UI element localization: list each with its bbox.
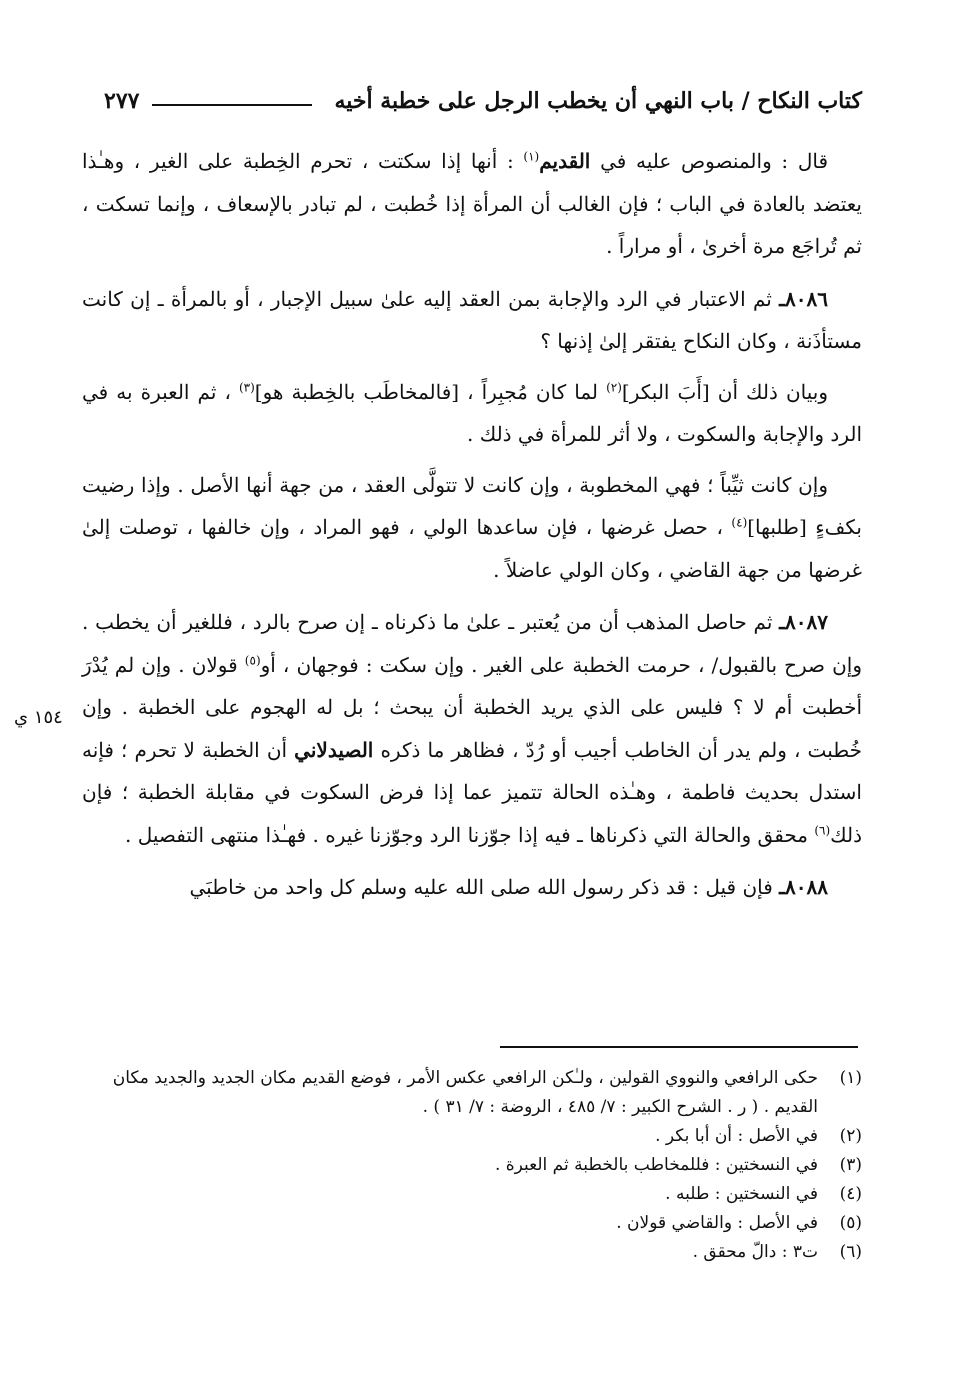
footnote-number: (٥): [839, 1213, 862, 1233]
footnote-ref-6: (٦): [814, 822, 831, 837]
footnote-text: في النسختين : فللمخاطب بالخطبة ثم العبرة .: [494, 1155, 818, 1175]
footnote-ref-2: (٢): [606, 379, 622, 394]
footnote-number: (٦): [839, 1242, 862, 1262]
paragraph-5: ٨٠٨٧ـ ثم حاصل المذهب أن من يُعتبر ـ علىٰ ما ذكرناه ـ إن صرح بالرد ، فللغير أن يخطب . وإن صرح بالقبول/ ، حرمت الخطبة على الغير . وإن سكت : فوجهان ، أو$^{(٥)}$ قولان . وإن لم يُدْرَ أخطبت أم لا ؟ فليس على الذي يريد الخطبة أن يبحث ؛ بل له الهجوم على الخطبة . وإن خُطبت ، ولم يدر أن الخاطب أجيب أو رُدّ ، فظاهر ما ذكره الصيدلاني أن الخطبة لا تحرم ؛ فإنه استدل بحديث فاطمة ، وهـٰذه الحالة تتميز عما إذا فرض السكوت في مقابلة الخطبة ؛ فإن ذلك$^{(٦)}$ محقق والحالة التي ذكرناها ـ فيه إذا جوّزنا الرد وجوّزنا غيره . فهـٰذا منتهى التفصيل .: [82, 610, 863, 847]
footnote-5: [82, 1209, 862, 1238]
page-number: ٢٧٧: [104, 88, 140, 114]
paragraph-2: ٨٠٨٦ـ ثم الاعتبار في الرد والإجابة بمن العقد إليه علىٰ سبيل الإجبار ، أو بالمرأة ـ إن كانت مستأذَنة ، وكان النكاح يفتقر إلىٰ إذنها ؟: [82, 286, 862, 353]
footnote-number: (٤): [839, 1184, 862, 1204]
footnote-number: (١): [839, 1068, 862, 1088]
footnote-3: [82, 1151, 862, 1180]
footnote-ref-3: (٣): [238, 379, 255, 394]
footnote-2: [82, 1122, 862, 1151]
footnote-text: في الأصل : أن أبا بكر .: [655, 1126, 818, 1146]
paragraph-number-8088: ٨٠٨٨ـ: [779, 875, 828, 899]
footnotes: [82, 1064, 862, 1267]
name-saydalani: الصيدلاني: [294, 737, 374, 762]
footnote-text: ت٣ : دالّ محقق .: [692, 1242, 818, 1262]
term-qadim: القديم: [539, 149, 591, 173]
paragraph-number-8087: ٨٠٨٧ـ: [779, 610, 828, 634]
running-title: كتاب النكاح / باب النهي أن يخطب الرجل على خطبة أخيه: [334, 88, 862, 114]
paragraph-4: وإن كانت ثيِّباً ؛ فهي المخطوبة ، وإن كانت لا تتولَّى العقد ، من جهة أنها الأصل . وإذا رضيت بكفءٍ [طلبها]$^{(٤)}$ ، حصل غرضها ، فإن ساعدها الولي ، فهو المراد ، وإن خالفها ، توصلت إلىٰ غرضها من جهة القاضي ، وكان الولي عاضلاً .: [82, 472, 862, 582]
footnote-text: في الأصل : والقاضي قولان .: [616, 1213, 818, 1233]
paragraph-3: وبيان ذلك أن [أَبَ البكر]$^{(٢)}$ لما كان مُجبِراً ، [فالمخاطَب بالخِطبة هو]$^{(٣)}$ ، ثم العبرة به في الرد والإجابة والسكوت ، ولا أثر للمرأة في ذلك .: [82, 379, 862, 446]
running-header: [82, 84, 862, 124]
footnote-ref-4: (٤): [731, 515, 748, 530]
footnote-text: حكى الرافعي والنووي القولين ، ولـٰكن الرافعي عكس الأمر ، فوضع القديم مكان الجديد والجديد مكان القديم . ( ر . الشرح الكبير : ٧/ ٤٨٥ ، الروضة : ٧/ ٣١ ) .: [112, 1068, 818, 1117]
footnote-1: [82, 1064, 862, 1122]
footnote-ref-1: (١): [523, 149, 540, 164]
body-text: [82, 140, 862, 917]
footnote-6: [82, 1238, 862, 1267]
margin-note: ١٥٤ ي: [14, 707, 63, 728]
header-rule: [152, 104, 312, 106]
footnote-text: في النسختين : طلبه .: [665, 1184, 818, 1204]
footnote-number: (٢): [839, 1126, 862, 1146]
paragraph-6: ٨٠٨٨ـ فإن قيل : قد ذكر رسول الله صلى الله عليه وسلم كل واحد من خاطبَي: [189, 875, 828, 899]
footnote-number: (٣): [839, 1155, 862, 1175]
paragraph-1: قال : والمنصوص عليه في القديم$^{(١)}$ : أنها إذا سكتت ، تحرم الخِطبة على الغير ، وهـٰذا يعتضد بالعادة في الباب ؛ فإن الغالب أن المرأة إذا خُطبت ، لم تبادر بالإسعاف ، وإنما تسكت ، ثم تُراجَع مرة أخرىٰ ، أو مراراً .: [82, 149, 862, 258]
footnote-ref-5: (٥): [244, 652, 261, 667]
paragraph-number-8086: ٨٠٨٦ـ: [779, 286, 828, 311]
footnote-rule: [500, 1046, 858, 1048]
footnote-4: [82, 1180, 862, 1209]
